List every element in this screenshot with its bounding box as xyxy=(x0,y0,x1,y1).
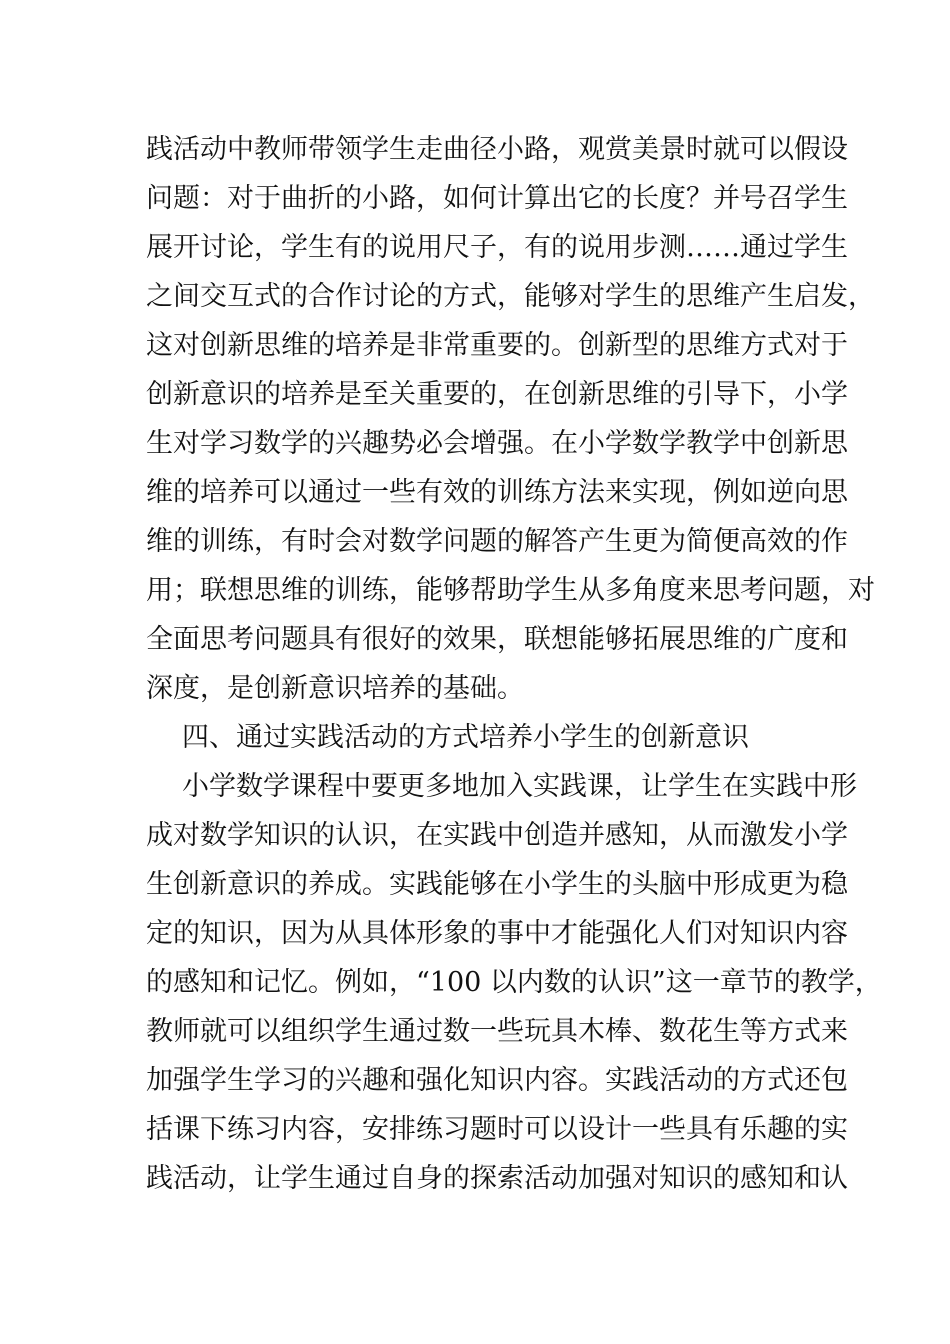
paragraph-line: 践活动中教师带领学生走曲径小路，观赏美景时就可以假设 xyxy=(146,134,848,165)
paragraph-line: 维的训练，有时会对数学问题的解答产生更为简便高效的作 xyxy=(146,526,848,557)
paragraph-line: 维的培养可以通过一些有效的训练方法来实现，例如逆向思 xyxy=(146,477,848,508)
paragraph-line: 教师就可以组织学生通过数一些玩具木棒、数花生等方式来 xyxy=(146,1016,848,1047)
paragraph-line: 全面思考问题具有很好的效果，联想能够拓展思维的广度和 xyxy=(146,624,848,655)
paragraph-line: 生创新意识的养成。实践能够在小学生的头脑中形成更为稳 xyxy=(146,869,848,900)
paragraph-line: 践活动，让学生通过自身的探索活动加强对知识的感知和认 xyxy=(146,1163,848,1194)
paragraph-line: 成对数学知识的认识，在实践中创造并感知，从而激发小学 xyxy=(146,820,848,851)
paragraph-line: 加强学生学习的兴趣和强化知识内容。实践活动的方式还包 xyxy=(146,1065,848,1096)
paragraph-line: 之间交互式的合作讨论的方式，能够对学生的思维产生启发， xyxy=(146,281,875,312)
section-heading: 四、通过实践活动的方式培养小学生的创新意识 xyxy=(182,722,749,753)
paragraph-line: 这对创新思维的培养是非常重要的。创新型的思维方式对于 xyxy=(146,330,848,361)
paragraph-line: 深度，是创新意识培养的基础。 xyxy=(146,673,524,704)
paragraph-line: 的感知和记忆。例如，“100 以内数的认识”这一章节的教学， xyxy=(146,967,882,998)
paragraph-line: 创新意识的培养是至关重要的，在创新思维的引导下，小学 xyxy=(146,379,848,410)
paragraph-line: 定的知识，因为从具体形象的事中才能强化人们对知识内容 xyxy=(146,918,848,949)
paragraph-line: 用；联想思维的训练，能够帮助学生从多角度来思考问题，对 xyxy=(146,575,875,606)
paragraph-line: 问题：对于曲折的小路，如何计算出它的长度？并号召学生 xyxy=(146,183,848,214)
paragraph-line: 展开讨论，学生有的说用尺子，有的说用步测……通过学生 xyxy=(146,232,848,263)
paragraph-line: 小学数学课程中要更多地加入实践课，让学生在实践中形 xyxy=(182,771,857,802)
paragraph-line: 括课下练习内容，安排练习题时可以设计一些具有乐趣的实 xyxy=(146,1114,848,1145)
paragraph-line: 生对学习数学的兴趣势必会增强。在小学数学教学中创新思 xyxy=(146,428,848,459)
